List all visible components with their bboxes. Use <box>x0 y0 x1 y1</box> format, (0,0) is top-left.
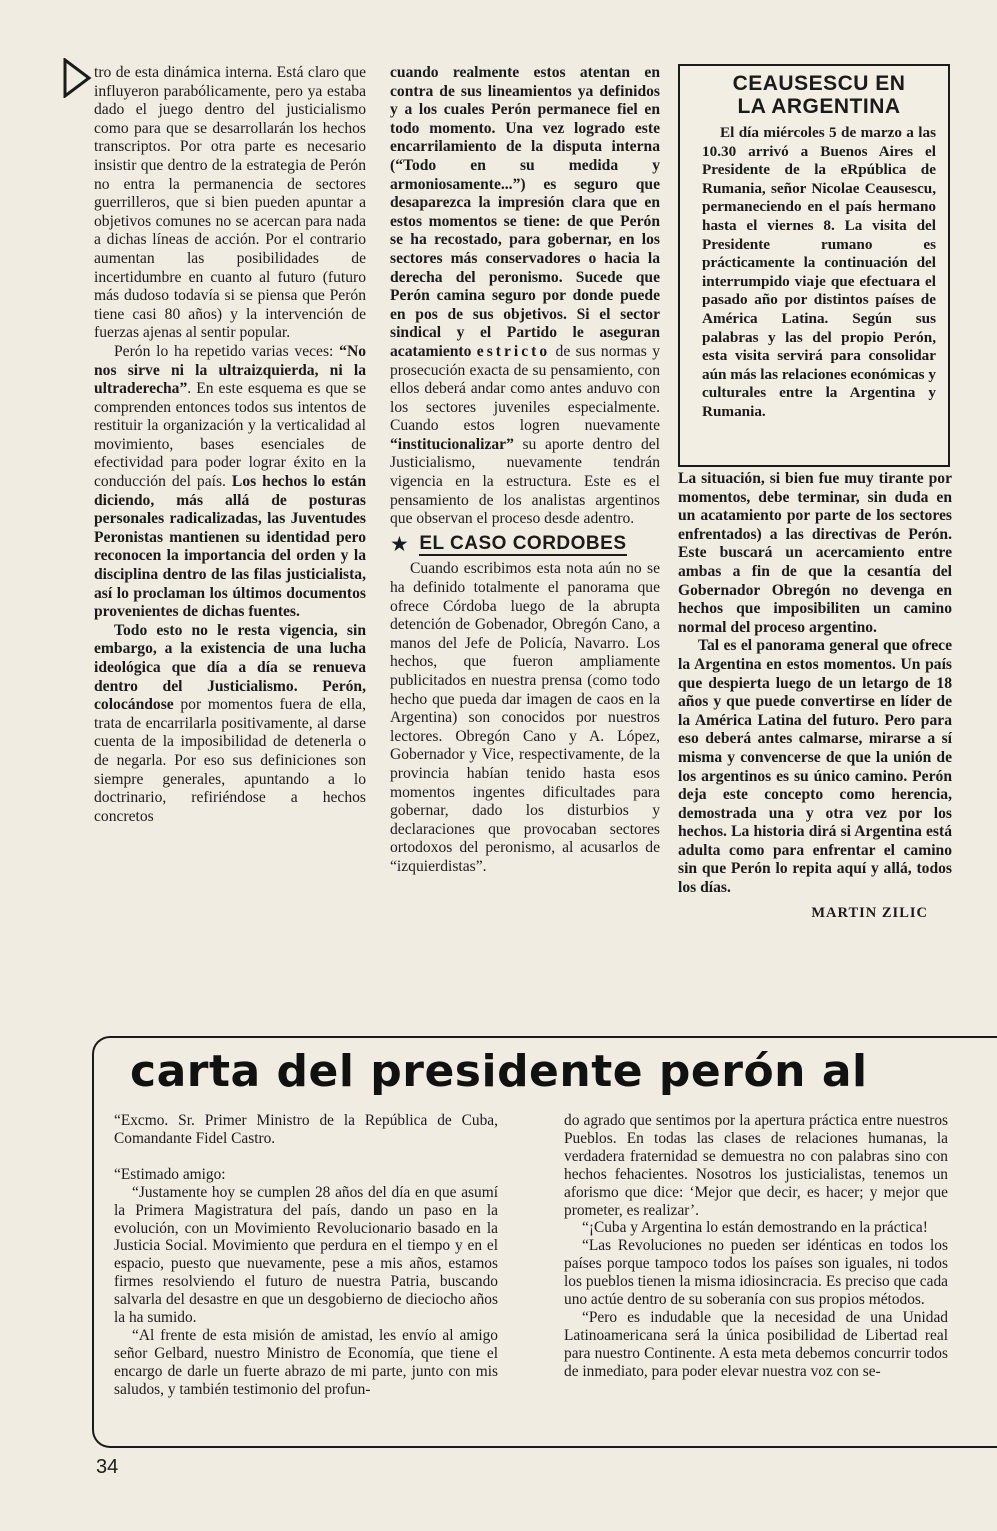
continuation-arrow-icon <box>62 58 92 98</box>
letter-paragraph: “Estimado amigo: <box>114 1165 226 1183</box>
letter-headline: carta del presidente perón al <box>130 1046 868 1097</box>
letter-paragraph: do agrado que sentimos por la apertura práctica entre nuestros Pueblos. En todas las clases de relaciones humanas, la verdadera fraternidad se demuestra no con palabras sino con hechos fehacientes. Nosotros los justicialistas, tenemos un aforismo que dice: ‘Mejor que decir, es hacer; y mejor que prometer, es realizar’. <box>564 1112 948 1219</box>
article-column-1 <box>94 64 366 826</box>
sidebar-title: CEAUSESCU EN LA ARGENTINA <box>732 72 906 118</box>
article-column-3 <box>678 470 952 922</box>
paragraph: Perón lo ha repetido varias veces: “No nos sirve ni la ultraizquierda, ni la ultraderecha”. En este esquema es que se comprenden entonces todos sus intentos de restituir la organización y la verticalidad al movimiento, bases esenciales de efectividad para poder lograr éxito en la conducción del país. Los hechos lo están diciendo, más allá de posturas personales radicalizadas, las Juventudes Peronistas mantienen su identidad pero reconocen la importancia del orden y la disciplina dentro de las filas justicialista, así lo proclaman los últimos documentos provenientes de dichas fuentes. <box>94 342 366 621</box>
paragraph: Tal es el panorama general que ofrece la Argentina en estos momentos. Un país que despierta luego de un letargo de 18 años y que puede convertirse en líder de la América Latina del futuro. Pero para eso deberá antes calmarse, mirarse a sí misma y convencerse de que la unión de los argentinos es su único camino. Perón deja este concepto como herencia, demostrada una y otra vez por los hechos. La historia dirá si Argentina está adulta como para enfrentar el camino sin que Perón lo repita aquí y allá, todos los días. <box>678 637 952 897</box>
sidebar-box-ceausescu <box>678 64 950 467</box>
page-number: 34 <box>96 1456 119 1478</box>
quote-emphasis: “institucionalizar” <box>390 435 514 453</box>
letter-paragraph: “Excmo. Sr. Primer Ministro de la República de Cuba, Comandante Fidel Castro. <box>114 1112 498 1147</box>
letter-paragraph: “¡Cuba y Argentina lo están demostrando en la práctica! <box>582 1219 928 1237</box>
bold-passage: Los hechos lo están diciendo, más allá de posturas personales radicalizadas, las Juventudes Peronistas mantienen su identidad pero reconocen la importancia del orden y la disciplina dentro de las filas justicialista, así lo proclaman los últimos documentos provenientes de dichas fuentes. <box>94 473 366 621</box>
paragraph: tro de esta dinámica interna. Está claro que influyeron parabólicamente, pero ya estaba dado el juego dentro del justicialismo como para que se desarrollarán los hechos transcriptos. Por otra parte es necesario insistir que dentro de la estrategia de Perón no entra la permanencia de sectores guerrilleros, que si bien pueden apuntar a objetivos comunes no se acercan para nada a dichas líneas de acción. Por el contrario aumentan las posibilidades de incertidumbre en cuanto al futuro (futuro más dudoso todavía si se piensa que Perón tiene casi 80 años) y la intervención de fuerzas ajenas al sentir popular. <box>94 64 366 342</box>
star-icon: ★ <box>390 533 410 557</box>
author-signature: MARTIN ZILIC <box>811 904 928 921</box>
letter-column-1 <box>114 1112 498 1399</box>
letter-paragraph: “Al frente de esta misión de amistad, les envío al amigo señor Gelbard, nuestro Ministro de Economía, que tiene el encargo de darle un fuerte abrazo de mi parte, junto con mis saludos, y también testimonio del profun- <box>114 1326 498 1398</box>
subheading-text: EL CASO CORDOBES <box>419 535 626 557</box>
paragraph: Todo esto no le resta vigencia, sin embargo, a la existencia de una lucha ideológica que día a día se renueva dentro del Justicialismo. Perón, colocándose por momentos fuera de ella, trata de encarrilarla positivamente, al darse cuenta de la imposibilidad de detenerla o de negarla. Por eso sus definiciones son siempre generales, apuntando a lo doctrinario, refiriéndose a hechos concretos <box>94 621 366 825</box>
letter-paragraph: “Pero es indudable que la necesidad de una Unidad Latinoamericana será la única posibilidad de Libertad real para nuestro Continente. A esta meta debemos concurrir todos de inmediato, para poder elevar nuestra voz con se- <box>564 1308 948 1380</box>
paragraph: Cuando escribimos esta nota aún no se ha definido totalmente el panorama que ofrece Córdoba luego de la abrupta detención de Gobenador, Obregón Cano, a manos del Jefe de Policía, Navarro. Los hechos, que fueron ampliamente publicitados en nuestra prensa (como todo hecho que pueda dar imagen de caos en la Argentina) son conocidos por nuestros lectores. Obregón Cano y A. López, Gobernador y Vice, respectivamente, de la provincia habían tenido hasta esos momentos ingentes dificultades para gobernar, dado los disturbios y declaraciones que provocaban sectores ortodoxos del peronismo, al acusarlos de “izquierdistas”. <box>390 560 660 875</box>
letter-column-2 <box>564 1112 948 1381</box>
article-column-2 <box>390 64 660 877</box>
quote-emphasis: “No nos sirve ni la ultraizquierda, ni la ultraderecha” <box>94 342 366 398</box>
letter-paragraph: “Justamente hoy se cumplen 28 años del día en que asumí la Primera Magistratura del país, dando un paso en la evolución, con un Movimiento Revolucionario basado en la Justicia Social. Movimiento que perdura en el tiempo y en el espacio, puesto que nuevamente, pese a mis años, estamos firmes resolviendo el futuro de nuestra Patria, buscando salvarla del desastre en que un desgobierno de dieciocho años la ha sumido. <box>114 1183 498 1327</box>
paragraph: La situación, si bien fue muy tirante por momentos, debe terminar, sin duda en un acatamiento por parte de los sectores enfrentados) a las directivas de Perón. Este buscará un acercamiento entre ambas a fin de que la cesantía del Gobernador Obregón no devenga en hechos que imposibiliten un camino normal del proceso argentino. <box>678 470 952 636</box>
bold-passage: Todo esto no le resta vigencia, sin embargo, a la existencia de una lucha ideológica que día a día se renueva dentro del Justicialismo. Perón, colocándose <box>94 621 366 714</box>
paragraph: cuando realmente estos atentan en contra de sus lineamientos ya definidos y a los cuales Perón permanece fiel en todo momento. Una vez logrado este encarrilamiento de la disputa interna (“Todo en su medida y armoniosamente...”) es seguro que desaparezca la impresión clara que en estos momentos se tiene: de que Perón se ha recostado, para gobernar, en los sectores más conservadores o hacia la derecha del peronismo. Sucede que Perón camina seguro por donde puede en pos de sus objetivos. Si el sector sindical y el Partido le aseguran acatamiento estricto de sus normas y prosecución exacta de su pensamiento, con ellos deberá andar como antes anduvo con los sectores juveniles especialmente. Cuando estos logren nuevamente “institucionalizar” su aporte dentro del Justicialismo, nuevamente tendrán vigencia en la estructura. Este es el pensamiento de los analistas argentinos que observan el proceso desde adentro. <box>390 64 661 528</box>
quote-emphasis: (“Todo en su medida y armoniosamente...”) <box>390 156 660 193</box>
section-subheading <box>390 532 660 557</box>
letter-paragraph: “Las Revoluciones no pueden ser idénticas en todos los países porque tampoco todos los países son iguales, ni todos los pueblos tienen la misma idiosincracia. Es preciso que cada uno actúe dentro de su soberanía con sus propios métodos. <box>564 1237 948 1309</box>
sidebar-body: El día miércoles 5 de marzo a las 10.30 arrivó a Buenos Aires el Presidente de la eRpública de Rumania, señor Nicolae Ceausescu, permaneciendo en el país hermano hasta el viernes 8. La visita del Presidente rumano es prácticamente la continuación del interrumpido viaje que efectuara el pasado año por distintos países de América Latina. Según sus palabras y las del propio Perón, esta visita servirá para consolidar aún más las relaciones económicas y culturales entre la Argentina y Rumania. <box>702 124 936 420</box>
